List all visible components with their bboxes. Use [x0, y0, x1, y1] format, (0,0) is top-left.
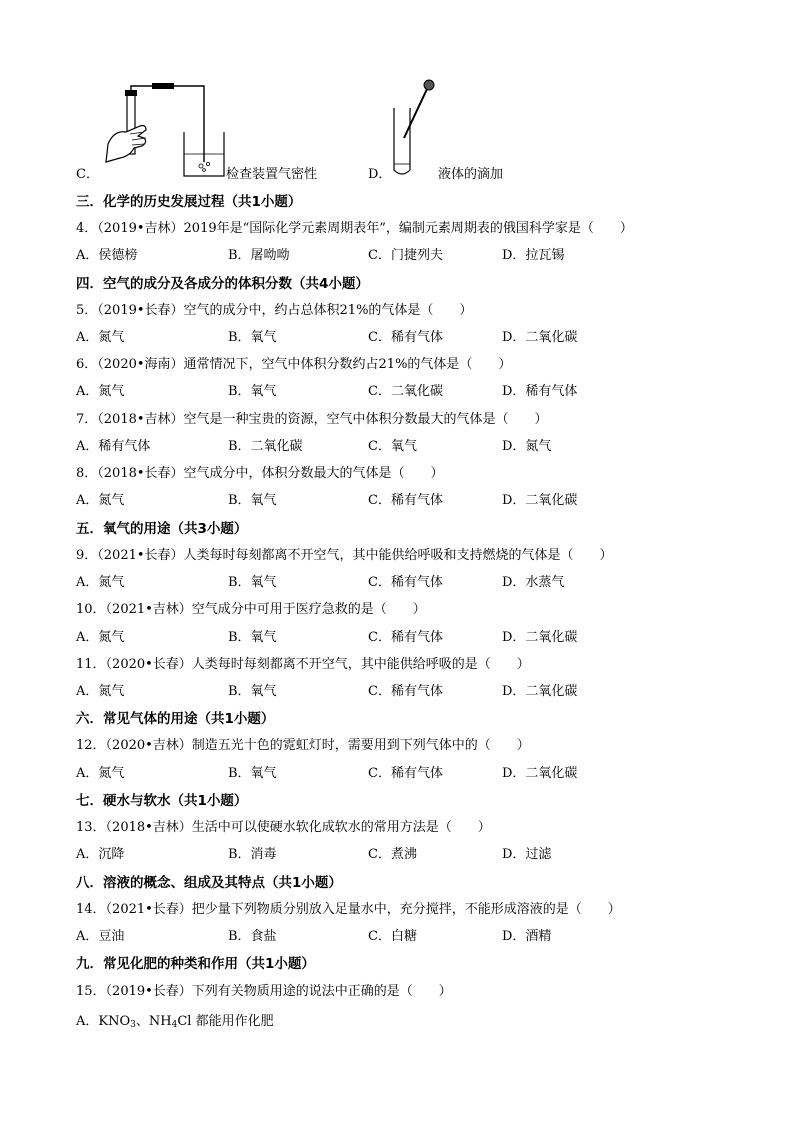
- q15-option-a-sub2: 4: [171, 1020, 178, 1030]
- option-c: C．白糖: [368, 929, 417, 944]
- option-c: C．煮沸: [368, 847, 417, 862]
- question-stem: 11．（2020•长春）人类每时每刻都离不开空气，其中能供给呼吸的是（ ）: [76, 657, 530, 672]
- q15-option-a-sub1: 3: [130, 1020, 136, 1030]
- airtightness-check-figure: [100, 82, 230, 182]
- question-stem: 15．（2019•长春）下列有关物质用途的说法中正确的是（ ）: [76, 984, 452, 999]
- option-a: A．氮气: [76, 493, 125, 508]
- option-a: A．氮气: [76, 384, 125, 399]
- option-a: A．氮气: [76, 575, 125, 590]
- option-d: D．二氧化碳: [502, 630, 578, 645]
- section-heading: 六．常见气体的用途（共1小题）: [76, 711, 275, 727]
- option-c: C．稀有气体: [368, 330, 443, 345]
- figure-option-row: [76, 167, 99, 183]
- option-c: C．二氧化碳: [368, 384, 443, 399]
- option-b: B．氧气: [228, 384, 277, 399]
- option-d: D．拉瓦锡: [502, 248, 565, 263]
- question-stem: 13．（2018•吉林）生活中可以使硬水软化成软水的常用方法是（ ）: [76, 820, 491, 835]
- option-b: B．屠呦呦: [228, 248, 290, 263]
- option-d: D．水蒸气: [502, 575, 565, 590]
- option-d-caption: 液体的滴加: [438, 167, 504, 182]
- option-d: D．二氧化碳: [502, 330, 578, 345]
- option-b: B．消毒: [228, 847, 277, 862]
- option-a: A．侯德榜: [76, 248, 138, 263]
- q15-option-a-suffix: Cl 都能用作化肥: [177, 1014, 274, 1029]
- option-c: C．稀有气体: [368, 575, 443, 590]
- option-c: C．稀有气体: [368, 493, 443, 508]
- option-c: C．门捷列夫: [368, 248, 443, 263]
- question-stem: 6．（2020•海南）通常情况下，空气中体积分数约占21%的气体是（ ）: [76, 357, 512, 372]
- option-b: B．氧气: [228, 630, 277, 645]
- option-c: C．稀有气体: [368, 630, 443, 645]
- option-c-caption: 检查装置气密性: [226, 167, 318, 182]
- option-a: A．氮气: [76, 766, 125, 781]
- question-stem: 9．（2021•长春）人类每时每刻都离不开空气，其中能供给呼吸和支持燃烧的气体是（ ）: [76, 548, 613, 563]
- section-heading: 九．常见化肥的种类和作用（共1小题）: [76, 956, 315, 972]
- option-c: C．氧气: [368, 439, 417, 454]
- q15-option-a-mid: 、NH: [135, 1014, 172, 1029]
- section-heading: 七．硬水与软水（共1小题）: [76, 793, 248, 809]
- q15-option-a: [76, 1014, 274, 1030]
- section-heading: 四．空气的成分及各成分的体积分数（共4小题）: [76, 276, 369, 292]
- option-b: B．氧气: [228, 766, 277, 781]
- question-stem: 10．（2021•吉林）空气成分中可用于医疗急救的是（ ）: [76, 602, 426, 617]
- option-d: D．二氧化碳: [502, 766, 578, 781]
- option-c-label: C．: [76, 167, 99, 182]
- section-heading: 五．氧气的用途（共3小题）: [76, 521, 248, 537]
- option-d: D．二氧化碳: [502, 493, 578, 508]
- option-a: A．沉降: [76, 847, 125, 862]
- option-b: B．氧气: [228, 684, 277, 699]
- option-a: A．稀有气体: [76, 439, 151, 454]
- option-d: D．氮气: [502, 439, 552, 454]
- option-d: D．二氧化碳: [502, 684, 578, 699]
- question-stem: 14．（2021•长春）把少量下列物质分别放入足量水中，充分搅拌，不能形成溶液的是（ ）: [76, 902, 621, 917]
- liquid-dropping-figure: [386, 78, 442, 182]
- option-b: B．食盐: [228, 929, 277, 944]
- option-b: B．氧气: [228, 575, 277, 590]
- option-c: C．稀有气体: [368, 684, 443, 699]
- question-stem: 7．（2018•吉林）空气是一种宝贵的资源，空气中体积分数最大的气体是（ ）: [76, 412, 548, 427]
- question-stem: 4．（2019•吉林）2019年是“国际化学元素周期表年”，编制元素周期表的俄国科学家是（ ）: [76, 221, 633, 236]
- option-a: A．豆油: [76, 929, 125, 944]
- section-heading: 八．溶液的概念、组成及其特点（共1小题）: [76, 875, 342, 891]
- question-stem: 5．（2019•长春）空气的成分中，约占总体积21%的气体是（ ）: [76, 303, 473, 318]
- option-b: B．氧气: [228, 330, 277, 345]
- option-c: C．稀有气体: [368, 766, 443, 781]
- option-d: D．酒精: [502, 929, 552, 944]
- question-stem: 8．（2018•长春）空气成分中，体积分数最大的气体是（ ）: [76, 466, 444, 481]
- section-heading: 三．化学的历史发展过程（共1小题）: [76, 194, 302, 210]
- option-b: B．氧气: [228, 493, 277, 508]
- option-a: A．氮气: [76, 684, 125, 699]
- option-b: B．二氧化碳: [228, 439, 303, 454]
- question-stem: 12．（2020•吉林）制造五光十色的霓虹灯时，需要用到下列气体中的（ ）: [76, 738, 530, 753]
- q15-option-a-prefix: A．KNO: [76, 1014, 131, 1029]
- option-d-label: D．: [368, 167, 392, 182]
- option-d: D．稀有气体: [502, 384, 578, 399]
- option-a: A．氮气: [76, 330, 125, 345]
- option-d: D．过滤: [502, 847, 552, 862]
- option-a: A．氮气: [76, 630, 125, 645]
